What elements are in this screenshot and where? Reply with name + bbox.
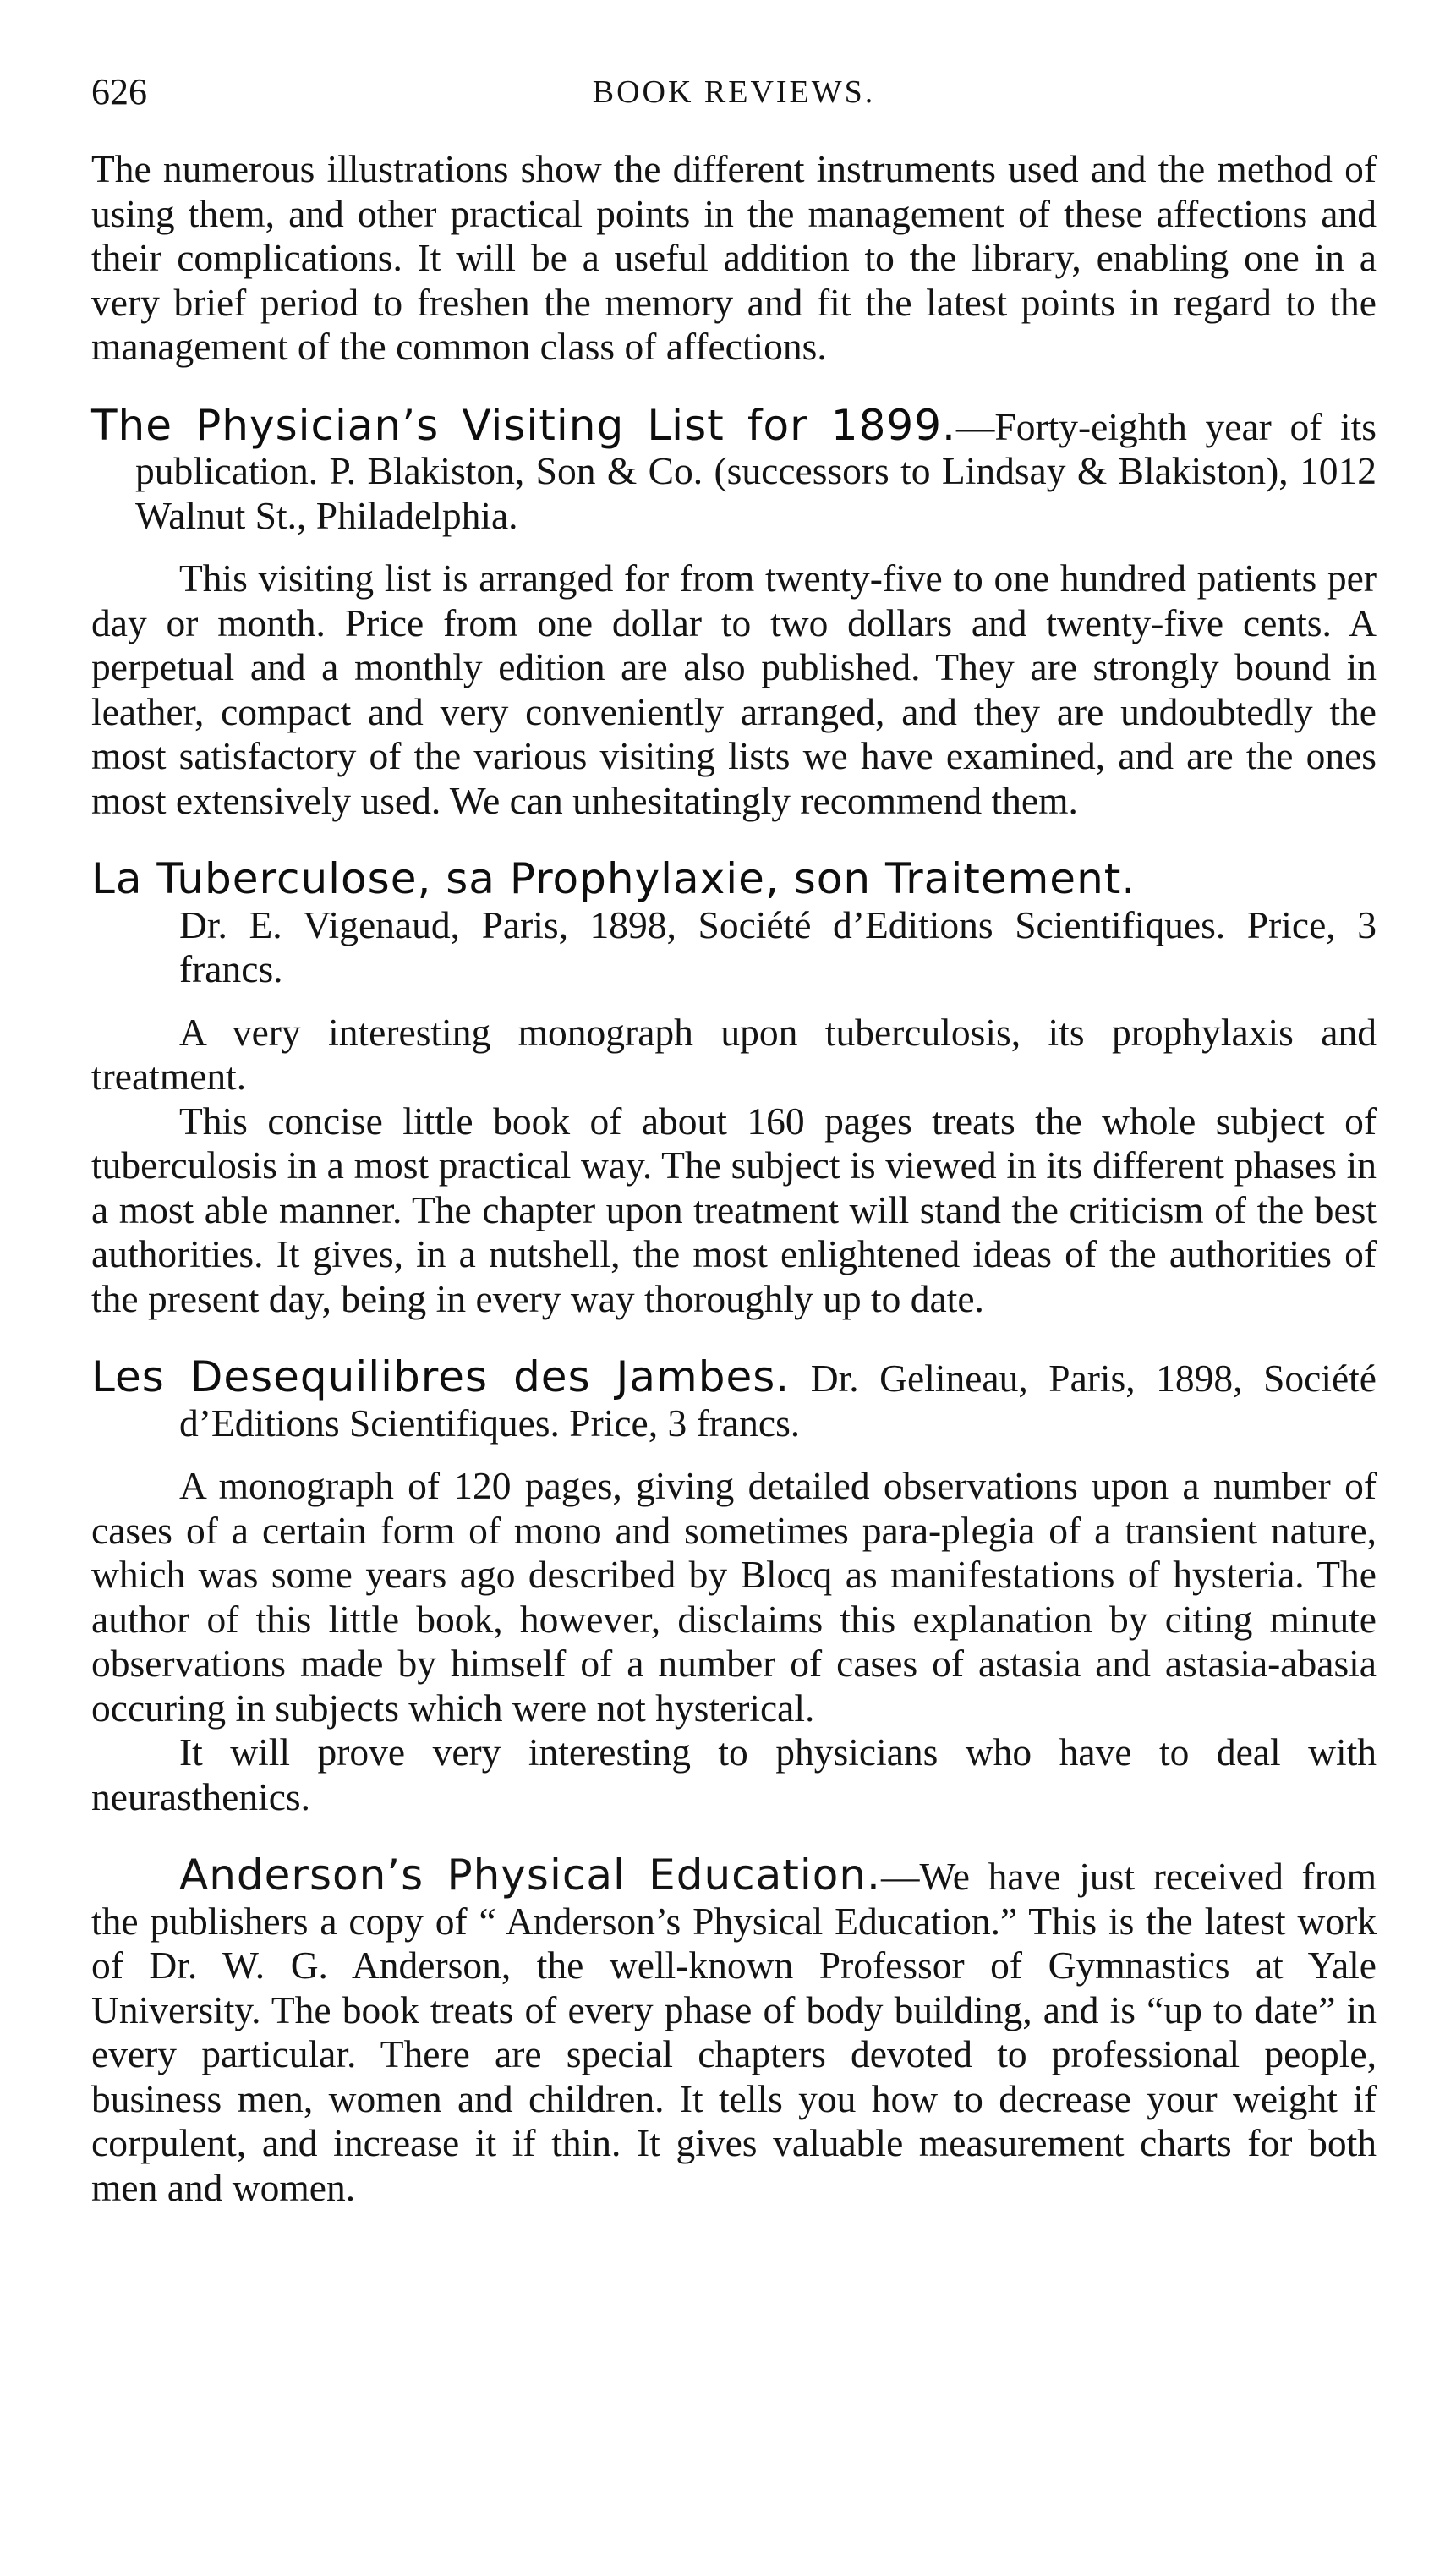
page-number: 626 <box>91 71 147 112</box>
review-paragraph: It will prove very interesting to physicians who have to deal with neurasthenics. <box>91 1730 1377 1818</box>
review-paragraph <box>91 1850 1377 2210</box>
review-citation: Dr. E. Vigenaud, Paris, 1898, Société d’Editions Scientifiques. Price, 3 francs. <box>179 902 1377 990</box>
review-paragraph: A very interesting monograph upon tuberculosis, its prophylaxis and treatment. <box>91 1010 1377 1098</box>
review-citation-block <box>91 903 1377 992</box>
review-visiting-list <box>91 400 1377 824</box>
review-citation: —We have just received from the publishers a copy of “ Anderson’s Physical Education.” This is the latest work of Dr. W. G. Anderson, the well-known Professor of Gymnastics at Yale University. The book treats of every phase of body building, and is “up to date” in every particular. There are special chapters devoted to professional people, business men, women and children. It tells you how to decrease your weight if corpulent, and increase it if thin. It gives valuable measurement charts for both men and women. <box>91 1855 1377 2209</box>
review-tuberculose <box>91 854 1377 1321</box>
review-physical-education <box>91 1850 1377 2210</box>
review-paragraph: A monograph of 120 pages, giving detailed observations upon a number of cases of a certain form of mono and sometimes para-plegia of a transient nature, which was some years ago described by Blocq as manifestations of hysteria. The author of this little book, however, disclaims this explanation by citing minute observations made by himself of a number of cases of astasia and astasia-abasia occuring in subjects which were not hysterical. <box>91 1464 1377 1730</box>
review-title: Les Desequilibres des Jambes. <box>91 1352 791 1401</box>
running-head <box>91 68 1377 117</box>
review-desequilibres <box>91 1352 1377 1819</box>
book-page <box>91 68 1377 2210</box>
review-paragraph: This visiting list is arranged for from twenty-five to one hundred patients per day or month. Price from one dollar to two dollars and twenty-five cents. A perpetual and a monthly edition are also published. They are strongly bound in leather, compact and very conveniently arranged, and they are undoubtedly the most satisfactory of the various visiting lists we have examined, and are the ones most extensively used. We can unhesitatingly recommend them. <box>91 557 1377 822</box>
review-paragraph: This concise little book of about 160 pages treats the whole subject of tuberculosis in a most practical way. The subject is viewed in its different phases in a most able manner. The chapter upon treatment will stand the criticism of the best authorities. It gives, in a nutshell, the most enlightened ideas of the authorities of the present day, being in every way thoroughly up to date. <box>91 1099 1377 1320</box>
review-title: Anderson’s Physical Education. <box>179 1850 881 1900</box>
review-citation: —Forty-eighth year of its publication. P. Blakiston, Son & Co. (successors to Lindsay & Blakiston), 1012 Walnut St., Philadelphia. <box>135 404 1377 537</box>
running-title: BOOK REVIEWS. <box>592 74 876 110</box>
review-heading <box>91 854 1377 903</box>
review-title: La Tuberculose, sa Prophylaxie, son Traitement. <box>91 854 1136 903</box>
review-title: The Physician’s Visiting List for 1899. <box>91 400 956 450</box>
review-heading <box>91 1352 1377 1445</box>
review-heading <box>91 400 1377 539</box>
intro-paragraph: The numerous illustrations show the different instruments used and the method of using them, and other practical points in the management of these affections and their complications. It will be a useful addition to the library, enabling one in a very brief period to freshen the memory and fit the latest points in regard to the management of the common class of affections. <box>91 147 1377 368</box>
review-citation: Dr. Gelineau, Paris, 1898, Société d’Editions Scientifiques. Price, 3 francs. <box>179 1357 1377 1445</box>
